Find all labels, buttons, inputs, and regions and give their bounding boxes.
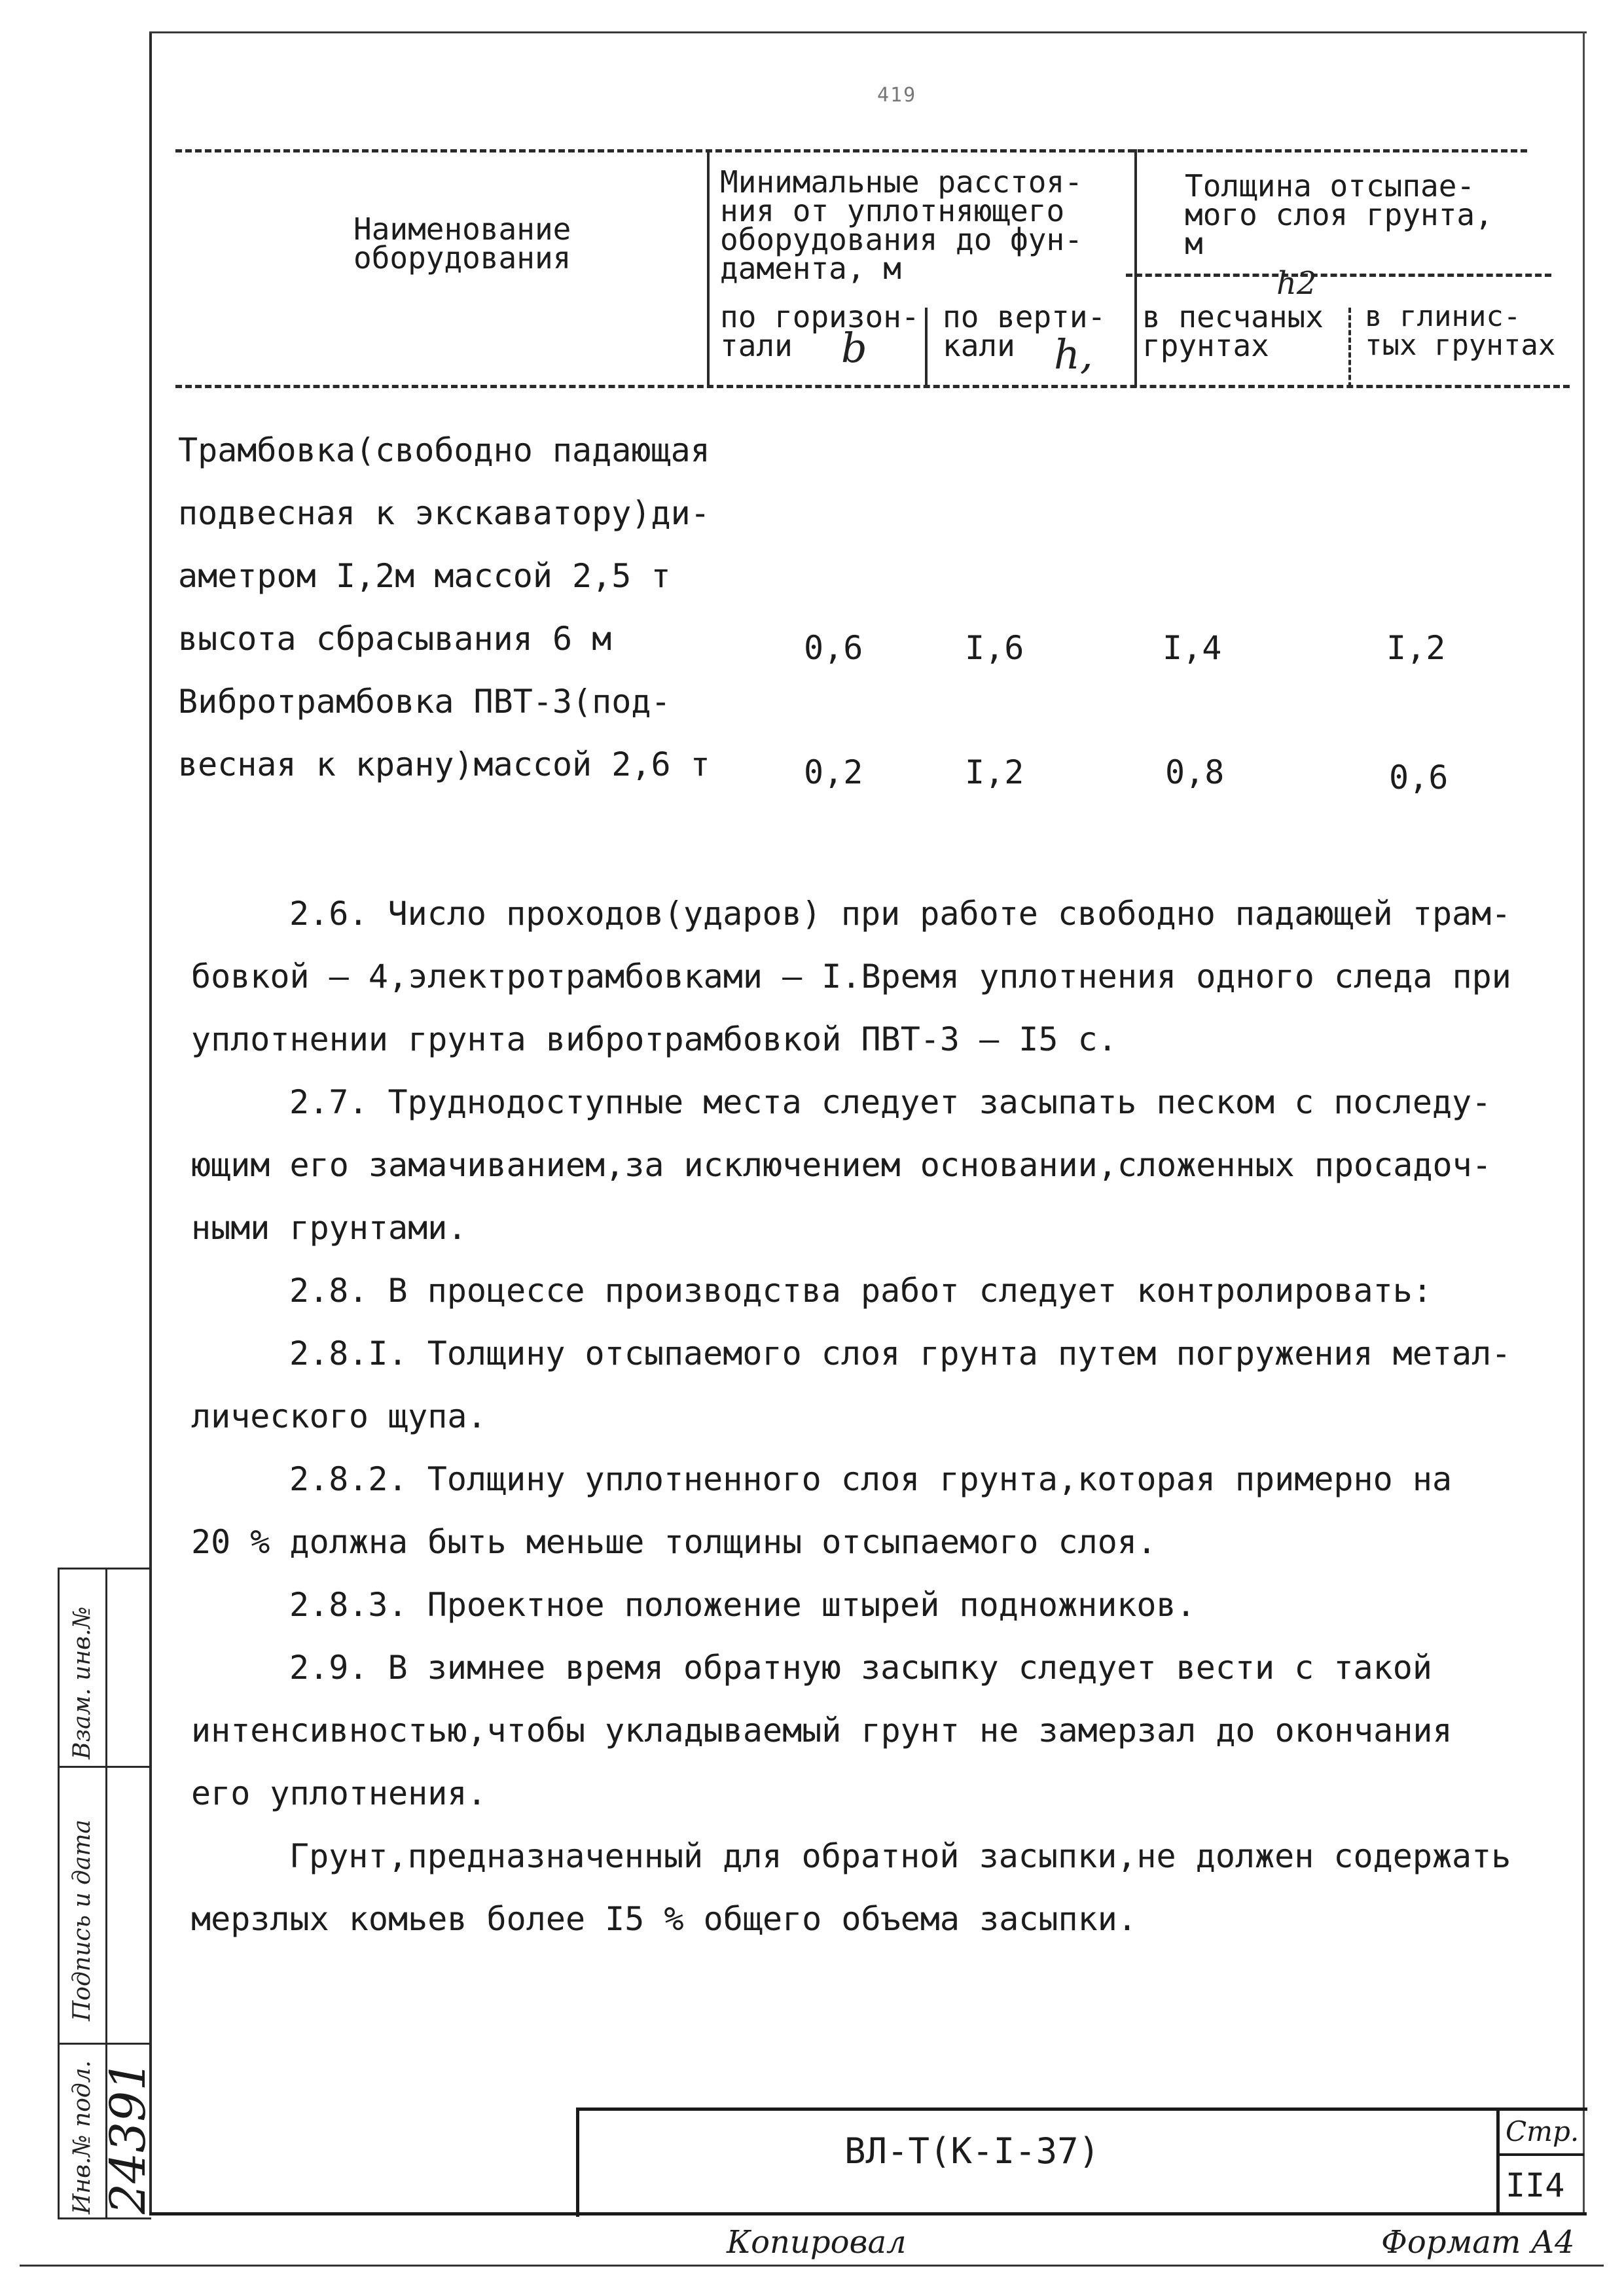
equipment-line: подвесная к экскаватору)ди- — [178, 494, 710, 532]
title-block-divider — [1496, 2108, 1500, 2214]
paragraph-line: 2.8.I. Толщину отсыпаемого слоя грунта путем погружения метал- — [289, 1335, 1511, 1372]
header-col-divider-3 — [925, 308, 928, 387]
footer-copied: Копировал — [727, 2224, 907, 2261]
paragraph-line: 2.8.2. Толщину уплотненного слоя грунта,которая примерно на — [289, 1460, 1453, 1498]
equipment-line: Вибротрамбовка ПВТ-3(под- — [178, 683, 671, 721]
binding-replace-label: Взам. инв.№ — [69, 1606, 96, 1759]
page-frame-top — [149, 31, 1587, 33]
binding-strip — [58, 1568, 156, 2219]
row2-horizontal: 0,2 — [804, 753, 863, 791]
equipment-line: аметром I,2м массой 2,5 т — [178, 557, 671, 595]
equipment-line: весная к крану)массой 2,6 т — [178, 745, 710, 783]
equipment-line: Трамбовка(свободно падающая — [178, 431, 710, 469]
paragraph-line: 2.9. В зимнее время обратную засыпку следует вести с такой — [289, 1649, 1432, 1687]
row2-vertical: I,2 — [965, 753, 1024, 791]
paragraph-line: 2.6. Число проходов(ударов) при работе свободно падающей трам- — [289, 895, 1511, 933]
header-thickness-symbol: h2 — [1276, 265, 1317, 302]
header-bottom-rule — [175, 385, 1570, 388]
header-vertical: по верти- кали — [943, 299, 1106, 363]
header-vertical-symbol: h, — [1054, 331, 1093, 378]
paragraph-line: ными грунтами. — [191, 1209, 467, 1247]
paragraph-line: 2.7. Труднодоступные места следует засыпать песком с последу- — [289, 1083, 1492, 1121]
row1-horizontal: 0,6 — [804, 629, 863, 667]
body-text — [191, 882, 1566, 1950]
paragraph-line: 2.8.3. Проектное положение штырей подножников. — [289, 1586, 1196, 1624]
page-frame-right — [1583, 31, 1585, 2214]
header-col-divider-1 — [707, 149, 710, 387]
header-sand: в песчаных грунтах — [1142, 299, 1324, 363]
header-thickness: Толщина отсыпае- мого слоя грунта, м — [1185, 168, 1493, 261]
header-clay: в глинис- тых грунтах — [1365, 300, 1556, 362]
paragraph-line: его уплотнения. — [191, 1774, 487, 1812]
row1-vertical: I,6 — [965, 629, 1024, 667]
document-code: ВЛ-Т(К-I-37) — [844, 2130, 1100, 2172]
paragraph-line: уплотнении грунта вибротрамбовкой ПВТ-3 – I5 с. — [191, 1020, 1117, 1058]
footer-line — [20, 2265, 1604, 2267]
paragraph-line: 20 % должна быть меньше толщины отсыпаемого слоя. — [191, 1523, 1157, 1561]
paragraph-line: мерзлых комьев более I5 % общего объема засыпки. — [191, 1900, 1137, 1938]
header-col-divider-4 — [1348, 308, 1351, 387]
binding-sign-label: Подпись и дата — [69, 1820, 96, 2021]
header-top-rule — [175, 149, 1527, 152]
paragraph-line: лического щупа. — [191, 1397, 487, 1435]
page-mark: 419 — [877, 84, 917, 107]
paragraph-line: 2.8. В процессе производства работ следует контролировать: — [289, 1272, 1432, 1310]
row1-clay: I,2 — [1386, 629, 1446, 667]
header-equipment-name: Наименование оборудования — [353, 211, 571, 276]
row2-clay: 0,6 — [1389, 759, 1449, 797]
row1-sand: I,4 — [1163, 629, 1222, 667]
paragraph-line: ющим его замачиванием,за исключением основании,сложенных просадоч- — [191, 1146, 1492, 1184]
header-horizontal-symbol: b — [841, 324, 867, 372]
page-label: Стр. — [1506, 2115, 1579, 2147]
binding-inv-number: 24391 — [100, 2060, 156, 2214]
header-min-distance: Минимальные расстоя- ния от уплотняющего оборудования до фун- дамента, м — [720, 164, 1083, 286]
paragraph-line: Грунт,предназначенный для обратной засыпки,не должен содержать — [289, 1837, 1511, 1875]
footer-format: Формат А4 — [1381, 2224, 1575, 2261]
equipment-line: высота сбрасывания 6 м — [178, 620, 612, 658]
page-number: II4 — [1506, 2166, 1565, 2204]
title-block-page-divider — [1496, 2153, 1584, 2156]
header-horizontal: по горизон- тали — [720, 299, 920, 363]
paragraph-line: интенсивностью,чтобы укладываемый грунт не замерзал до окончания — [191, 1712, 1453, 1749]
paragraph-line: бовкой – 4,электротрамбовками – I.Время уплотнения одного следа при — [191, 958, 1511, 996]
header-sub-rule — [1126, 274, 1551, 277]
binding-inv-label: Инв.№ подл. — [69, 2060, 96, 2214]
header-col-divider-2 — [1134, 149, 1137, 387]
row2-sand: 0,8 — [1165, 753, 1225, 791]
equipment-names — [178, 419, 748, 796]
